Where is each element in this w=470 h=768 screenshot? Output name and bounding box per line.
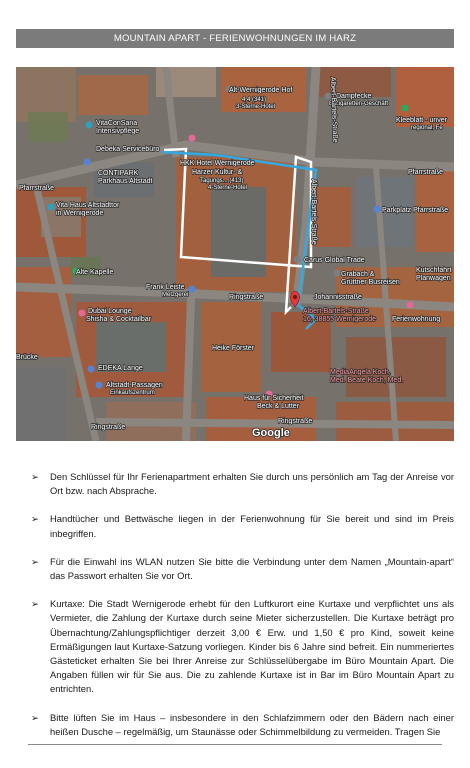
map-label: Ferienwohnung [392, 316, 441, 323]
address-label: Albert-Bartels-Straße [303, 308, 369, 315]
map-label: Debeka Servicebüro [96, 146, 160, 153]
map-label: Dubai Lounge [88, 308, 132, 315]
arrow-bullet-icon: ➢ [31, 555, 39, 567]
google-logo: Google [252, 427, 290, 439]
map-label: MediaAngela Koch, [330, 369, 391, 376]
list-item [30, 597, 454, 696]
map-label: Haus für Sicherheit [244, 395, 304, 402]
map-label: Tagungs... (413) [200, 178, 244, 184]
street-label: Albert-Bartels-Straße [310, 179, 317, 245]
map-label: Ringstraße [229, 294, 264, 301]
list-item [30, 711, 454, 739]
list-item-text: Kurtaxe: Die Stadt Wernigerode erhebt für den Luftkurort eine Kurtaxe und verpflichtet uns als Vermieter, die Zahlung der Kurtaxe durch seine Mieter sicherzustellen. Die Kurtaxe beträgt pro Übernachtung/Zahlungspflichtiger derzeit 3,00 € Erw. und 1,50 € pro Kind, soweit keine Ermäßigungen laut Kurtaxe-Satzung vorliegen. Kinder bis 6 Jahre sind befreit. Ein nummeriertes Gästeticket erhalten Sie bei Ihrer Anreise zur Schlüsselübergabe im Büro Mountain Apart. Die Angaben füllen wir für Sie aus. Die zu zahlende Kurtaxe ist in Bar im Büro Mountain Apart zu entrichten. [50, 598, 454, 695]
map-label: Pfarrstraße [408, 169, 444, 176]
list-item-text: Für die Einwahl ins WLAN nutzen Sie bitte die Verbindung unter dem Namen „Mountain-apart“ das Passwort erhalten Sie vor Ort. [50, 555, 454, 582]
map-label: Carus Global Trade [304, 257, 365, 264]
list-item-text: Bitte lüften Sie im Haus – insbesondere in den Schlafzimmern oder den Bädern nach einer heißen Dusche – regelmäßig, um Staunässe oder Schimmelbildung zu vermeiden. Tragen Sie [50, 711, 454, 737]
map-label: HKK Hotel Wernigerode [180, 160, 255, 167]
map-label: Grabach & [341, 271, 375, 278]
list-item [30, 555, 454, 583]
arrow-bullet-icon: ➢ [31, 711, 39, 723]
map-label: E-Zigaretten-Geschäft [329, 101, 389, 107]
map-label: Pfarrstraße [19, 185, 55, 192]
arrow-bullet-icon: ➢ [31, 471, 39, 482]
map-image [16, 67, 454, 441]
map-label: 3-Sterne-Hotel [236, 104, 276, 110]
map-label: EDEKA Lange [98, 365, 143, 372]
info-list [30, 470, 454, 753]
map-label: Ringstraße [278, 418, 313, 425]
arrow-bullet-icon: ➢ [31, 598, 39, 610]
arrow-bullet-icon: ➢ [31, 513, 39, 525]
document-title: MOUNTAIN APART - FERIENWOHNUNGEN IM HARZ [113, 33, 357, 44]
map-label: Shisha & Cocktailbar [86, 316, 151, 323]
map-label: Altstadt-Passagen [106, 382, 163, 389]
map-label: Harzer Kultur- & [192, 169, 243, 176]
map-label: regional, Fe [411, 125, 443, 131]
map-label: Parkplatz Pfarrstraße [382, 207, 449, 214]
map-label: Kleeblatt - unver [396, 117, 447, 124]
map-label: Dampfecke [336, 93, 372, 100]
list-item-text: Handtücher und Bettwäsche liegen in der Ferienwohnung für Sie bereit und sind im Preis inbegriffen. [50, 513, 454, 539]
map-label: Ringstraße [91, 424, 126, 431]
map-label: Parkhaus Altstadt [98, 178, 153, 185]
map-label: Beck & Lutter [257, 403, 300, 410]
map-label: Grüttner Busreisen [341, 279, 400, 286]
map-label: Kutschfahrt [416, 267, 452, 274]
list-item [30, 470, 454, 498]
map-label: Vita Haus Altstadttor [56, 202, 120, 209]
map-label: Planwagen [416, 275, 451, 282]
map-label: Brücke [16, 354, 38, 361]
map-label: in Wernigerode [56, 210, 104, 217]
map-label: Albert-Bartels-Straße [329, 76, 339, 143]
footer-divider [28, 744, 442, 745]
map-label: Intensivpflege [96, 128, 140, 135]
map-label: 4,4 (341) [242, 97, 267, 103]
document-header [16, 29, 454, 48]
map-label: Frank Leiste [146, 284, 185, 291]
map-label: Metzgerei [162, 292, 189, 298]
map-label: Johannisstraße [314, 294, 362, 301]
satellite-map [16, 67, 454, 441]
address-label: 16, 38855 Wernigerode [303, 316, 377, 323]
map-label: Heike Förster [212, 345, 255, 352]
list-item-text: Den Schlüssel für Ihr Ferienapartment erhalten Sie durch uns persönlich am Tag der Anreise vor Ort bzw. nach Absprache. [50, 471, 454, 497]
map-label: Alt-Wernigerode Hof [229, 87, 293, 94]
map-label: 4-Sterne-Hotel [208, 185, 248, 191]
map-label: VitaConSana [96, 120, 138, 127]
map-label: Med. Beate Koch, Med. [330, 377, 404, 384]
list-item [30, 512, 454, 540]
map-label: CONTIPARK [98, 170, 139, 177]
map-label: Einkaufszentrum [110, 390, 155, 396]
map-label: Alte Kapelle [76, 269, 114, 276]
